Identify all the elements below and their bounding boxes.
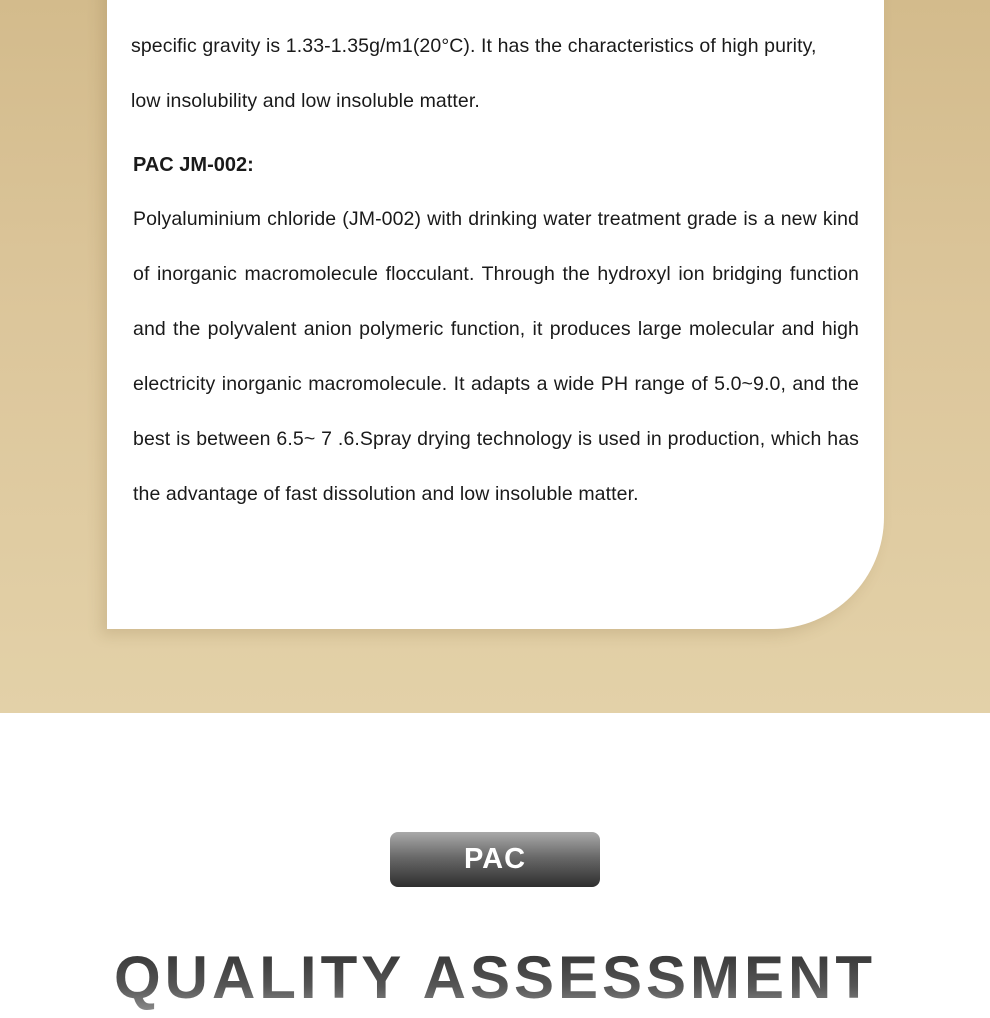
section-title: QUALITY ASSESSMENT bbox=[0, 938, 990, 1018]
paragraph-1-line-2: low insolubility and low insoluble matter. bbox=[131, 90, 480, 112]
paragraph-1-line-1: specific gravity is 1.33-1.35g/m1(20°C). It has the characteristics of high purity, bbox=[131, 35, 817, 57]
product-description: Polyaluminium chloride (JM-002) with drinking water treatment grade is a new kind of inorganic macromolecule flocculant. Through the hydroxyl ion bridging function and the polyvalent anion polymeric function, it produces large molecular and high electricity inorganic macromolecule. It adapts a wide PH range of 5.0~9.0, and the best is between 6.5~ 7 .6.Spray drying technology is used in production, which has the advantage of fast dissolution and low insoluble matter. bbox=[133, 208, 859, 505]
description-card bbox=[107, 0, 884, 629]
pac-badge: PAC bbox=[390, 832, 600, 887]
product-heading: PAC JM-002: bbox=[133, 154, 254, 176]
